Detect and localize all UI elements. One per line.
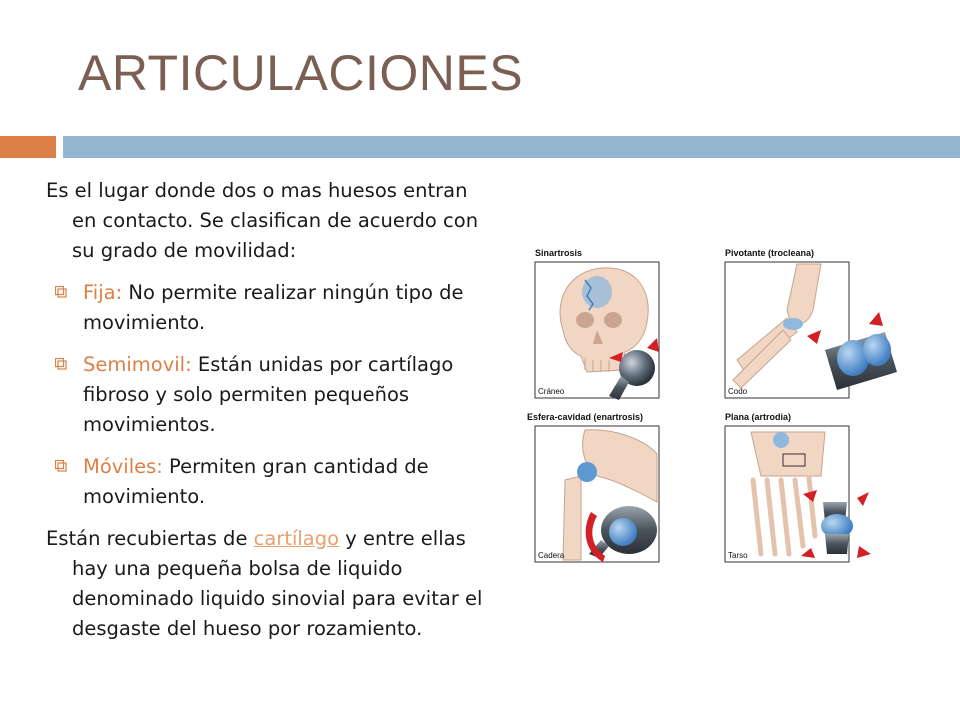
bullet-moviles (46, 452, 486, 512)
bullet-term: Móviles: (83, 455, 163, 478)
body-text (46, 176, 486, 656)
joint-types-figure (525, 240, 915, 570)
closing-text-after: y entre ellas hay una pequeña bolsa de liquido denominado liquido sinovial para evitar el desgaste del hueso por rozamiento. (72, 527, 483, 640)
bullet-term: Fija: (83, 281, 123, 304)
panel-title: Pivotante (trocleana) (725, 248, 815, 258)
bullet-fija (46, 278, 486, 338)
panel-corner-label: Cráneo (538, 387, 565, 396)
slide-title: ARTICULACIONES (78, 45, 524, 101)
panel-title: Esfera-cavidad (enartrosis) (527, 412, 644, 422)
panel-corner-label: Tarso (728, 551, 748, 560)
bullet-semimovil (46, 350, 486, 440)
bullet-term: Semimovil: (83, 353, 192, 376)
intro-paragraph: Es el lugar donde dos o mas huesos entran en contacto. Se clasifican de acuerdo con su grado de movilidad: (46, 179, 479, 262)
closing-text-before: Están recubiertas de (46, 527, 254, 550)
closing-paragraph (46, 524, 486, 644)
cartilago-link[interactable]: cartílago (253, 527, 340, 550)
panel-esfera-cavidad (527, 412, 659, 562)
panel-plana (725, 412, 871, 562)
title-accent-bar-blue (63, 136, 960, 158)
square-bullet-icon (55, 460, 67, 474)
panel-title: Plana (artrodia) (725, 412, 792, 422)
bullet-text: Están unidas por cartílago fibroso y solo permiten pequeños movimientos. (83, 353, 454, 436)
title-accent-bar-orange (0, 136, 56, 158)
panel-title: Sinartrosis (535, 248, 583, 258)
panel-pivotante (725, 248, 897, 398)
panel-corner-label: Cadera (538, 551, 565, 560)
bullet-text: Permiten gran cantidad de movimiento. (83, 455, 429, 508)
panel-corner-label: Codo (728, 387, 748, 396)
panel-sinartrosis (535, 248, 659, 400)
square-bullet-icon (55, 286, 67, 300)
square-bullet-icon (55, 358, 67, 372)
bullet-text: No permite realizar ningún tipo de movimiento. (83, 281, 464, 334)
